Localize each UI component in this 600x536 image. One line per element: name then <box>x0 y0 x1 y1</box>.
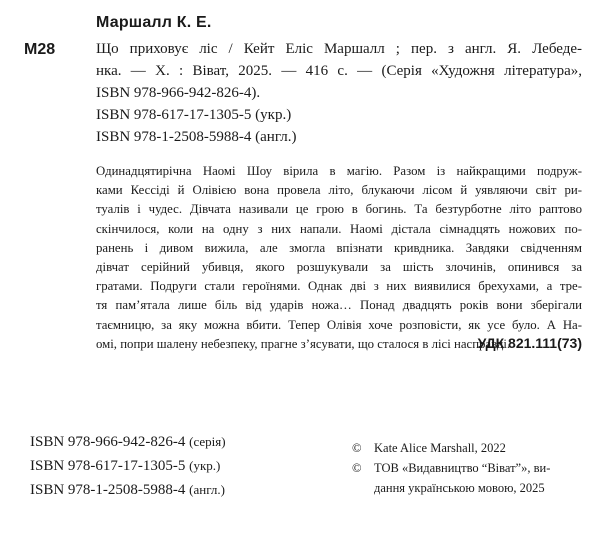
isbn-number: ISBN 978-617-17-1305-5 <box>30 458 186 474</box>
copyright-symbol: © <box>352 441 362 455</box>
copyright-author: Kate Alice Marshall, 2022 <box>374 441 506 455</box>
annotation-line: ранень і дивом вижила, але змогла впізнати кривдника. Завдяки свідченням <box>96 240 582 255</box>
annotation-line: омі, попри шалену небезпеку, прагне з’ясувати, що сталося в лісі насправді. <box>96 336 511 351</box>
annotation-line: дівчат серійний убивця, якого розшукували за шість злочинів, опинився за <box>96 260 582 275</box>
isbn-list-bottom <box>30 430 226 502</box>
biblio-line: ISBN 978-966-942-826-4). <box>96 85 261 101</box>
biblio-line: нка. — Х. : Віват, 2025. — 416 с. — (Серія «Художня література», <box>96 63 582 79</box>
isbn-number: ISBN 978-966-942-826-4 <box>30 434 186 450</box>
annotation-line: скінчилося, коли на одну з них напали. Наомі дістала сімнадцять ножових по- <box>96 221 582 236</box>
copyright-publisher-cont: дання українською мовою, 2025 <box>374 481 545 495</box>
annotation-paragraph <box>96 162 582 354</box>
isbn-list-top <box>96 104 296 148</box>
udk-code: УДК 821.111(73) <box>477 335 582 351</box>
copyright-block <box>352 438 584 498</box>
annotation-line: гратами. Подруги стали героїнями. Однак дві з них виявилися брехухами, а тре- <box>96 279 582 294</box>
copyright-row <box>352 438 584 458</box>
isbn-note: (англ.) <box>189 482 225 497</box>
isbn-row <box>30 478 226 502</box>
annotation-line: таємницю, за яку можна вбити. Тепер Олівія хоче розповісти, як усе було. А На- <box>96 317 582 332</box>
annotation-line: туалів і чудес. Дівчата називали це грою в богинь. Та безтурботне літо раптово <box>96 202 582 217</box>
isbn-row <box>30 430 226 454</box>
isbn-line: ISBN 978-617-17-1305-5 (укр.) <box>96 107 292 123</box>
author-index-code: М28 <box>24 41 56 58</box>
copyright-publisher: ТОВ «Видавництво “Віват”», ви- <box>374 461 551 475</box>
author-heading: Маршалл К. Е. <box>96 14 212 31</box>
annotation-line: ками Кессіді й Олівією вона провела літо, блукаючи лісом й уявляючи світ ри- <box>96 183 582 198</box>
isbn-number: ISBN 978-1-2508-5988-4 <box>30 482 186 498</box>
isbn-row <box>30 454 226 478</box>
annotation-line: тя пам’ятала лише біль від ударів ножа… Понад двадцять років вони зберігали <box>96 298 582 313</box>
isbn-note: (укр.) <box>189 458 221 473</box>
copyright-row <box>352 458 584 478</box>
biblio-line: Що приховує ліс / Кейт Еліс Маршалл ; пер. з англ. Я. Лебеде- <box>96 41 582 57</box>
isbn-line: ISBN 978-1-2508-5988-4 (англ.) <box>96 129 297 145</box>
bibliographic-description <box>96 38 582 104</box>
copyright-symbol: © <box>352 461 362 475</box>
annotation-line: Одинадцятирічна Наомі Шоу вірила в магію. Разом із найкращими подруж- <box>96 164 582 178</box>
isbn-note: (серія) <box>189 434 226 449</box>
